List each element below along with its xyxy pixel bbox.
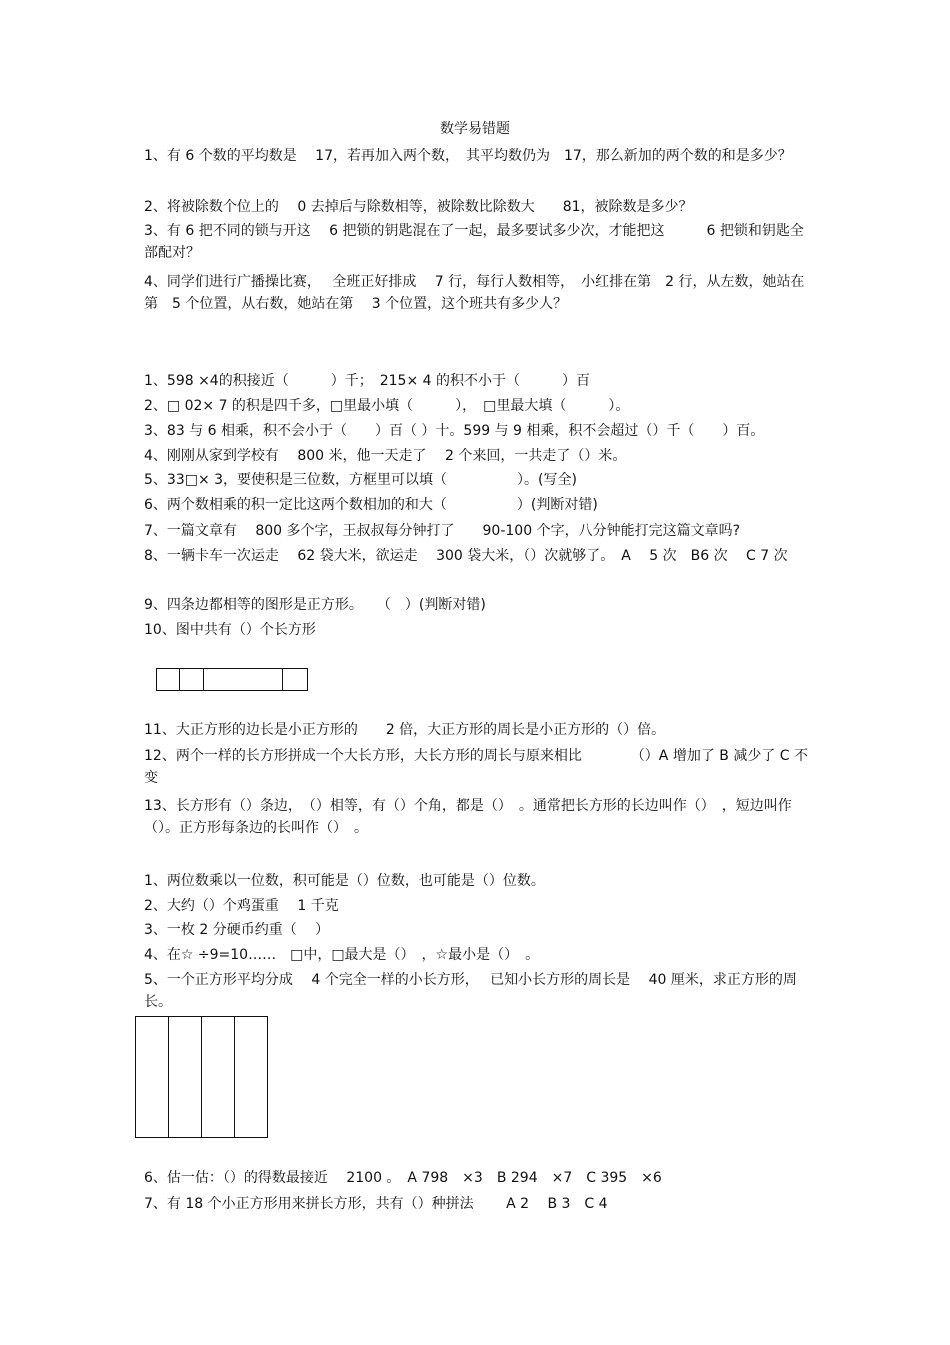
question-s2-10: 10、图中共有（）个长方形 [144, 622, 316, 638]
question-s4-5: 5、一个正方形平均分成 4 个完全一样的小长方形， 已知小长方形的周长是 40 厘米，求正方形的周长。 [144, 972, 797, 1010]
question-s4-3: 3、一枚 2 分硬币约重（ ） [144, 922, 330, 938]
question-s2-4: 4、刚刚从家到学校有 800 米，他一天走了 2 个来回，一共走了（）米。 [144, 448, 627, 464]
rectangle-strip-figure [156, 668, 308, 691]
square-divider [234, 1017, 235, 1137]
question-s2-6: 6、两个数相乘的积一定比这两个数相加的和大（ ）(判断对错) [144, 497, 598, 513]
question-s3-11: 11、大正方形的边长是小正方形的 2 倍，大正方形的周长是小正方形的（）倍。 [144, 722, 666, 738]
question-s4-1: 1、两位数乘以一位数，积可能是（）位数，也可能是（）位数。 [144, 873, 545, 889]
strip-divider [282, 669, 283, 690]
question-s1-1: 1、有 6 个数的平均数是 17，若再加入两个数， 其平均数仍为 17，那么新加的两个数的和是多少？ [144, 148, 792, 164]
page-title: 数学易错题 [440, 121, 510, 137]
divided-square-figure [135, 1016, 268, 1138]
question-s2-1: 1、598 ×4的积接近（ ）千； 215× 4 的积不小于（ ）百 [144, 373, 590, 389]
question-s1-2: 2、将被除数个位上的 0 去掉后与除数相等，被除数比除数大 81，被除数是多少？ [144, 199, 693, 215]
question-s2-5: 5、33□× 3，要使积是三位数，方框里可以填（ ）。(写全) [144, 472, 577, 488]
question-s2-8: 8、一辆卡车一次运走 62 袋大米，欲运走 300 袋大米，（）次就够了。 A 5 次 B6 次 C 7 次 [144, 548, 788, 564]
square-divider [168, 1017, 169, 1137]
question-s2-3: 3、83 与 6 相乘，积不会小于（ ）百（ ）十。599 与 9 相乘，积不会超过（）千（ ）百。 [144, 423, 765, 439]
strip-divider [179, 669, 180, 690]
square-divider [201, 1017, 202, 1137]
question-s2-7: 7、一篇文章有 800 多个字，王叔叔每分钟打了 90-100 个字，八分钟能打完这篇文章吗? [144, 523, 740, 539]
question-s5-6: 6、估一估：（）的得数最接近 2100 。 A 798 ×3 B 294 ×7 C 395 ×6 [144, 1170, 662, 1186]
question-s3-13: 13、长方形有（）条边， （）相等，有（）个角，都是（） 。通常把长方形的长边叫作（） ，短边叫作（）。正方形每条边的长叫作（） 。 [144, 798, 792, 836]
question-s2-9: 9、四条边都相等的图形是正方形。 （ ）(判断对错) [144, 597, 486, 613]
question-s1-4: 4、同学们进行广播操比赛， 全班正好排成 7 行，每行人数相等， 小红排在第 2 行，从左数，她站在第 5 个位置，从右数，她站在第 3 个位置，这个班共有多少人？ [144, 274, 805, 312]
question-s5-7: 7、有 18 个小正方形用来拼长方形，共有（）种拼法 A 2 B 3 C 4 [144, 1196, 608, 1212]
strip-divider [203, 669, 204, 690]
question-s4-4: 4、在☆ ÷9=10…… □中，□最大是（） ，☆最小是（） 。 [144, 947, 540, 963]
question-s3-12: 12、两个一样的长方形拼成一个大长方形，大长方形的周长与原来相比 （）A 增加了 B 减少了 C 不变 [144, 748, 809, 786]
question-s1-3: 3、有 6 把不同的锁与开这 6 把锁的钥匙混在了一起，最多要试多少次，才能把这 6 把锁和钥匙全部配对？ [144, 223, 804, 261]
question-s4-2: 2、大约（）个鸡蛋重 1 千克 [144, 898, 339, 914]
question-s2-2: 2、□ 02× 7 的积是四千多，□里最小填（ ）， □里最大填（ ）。 [144, 398, 630, 414]
